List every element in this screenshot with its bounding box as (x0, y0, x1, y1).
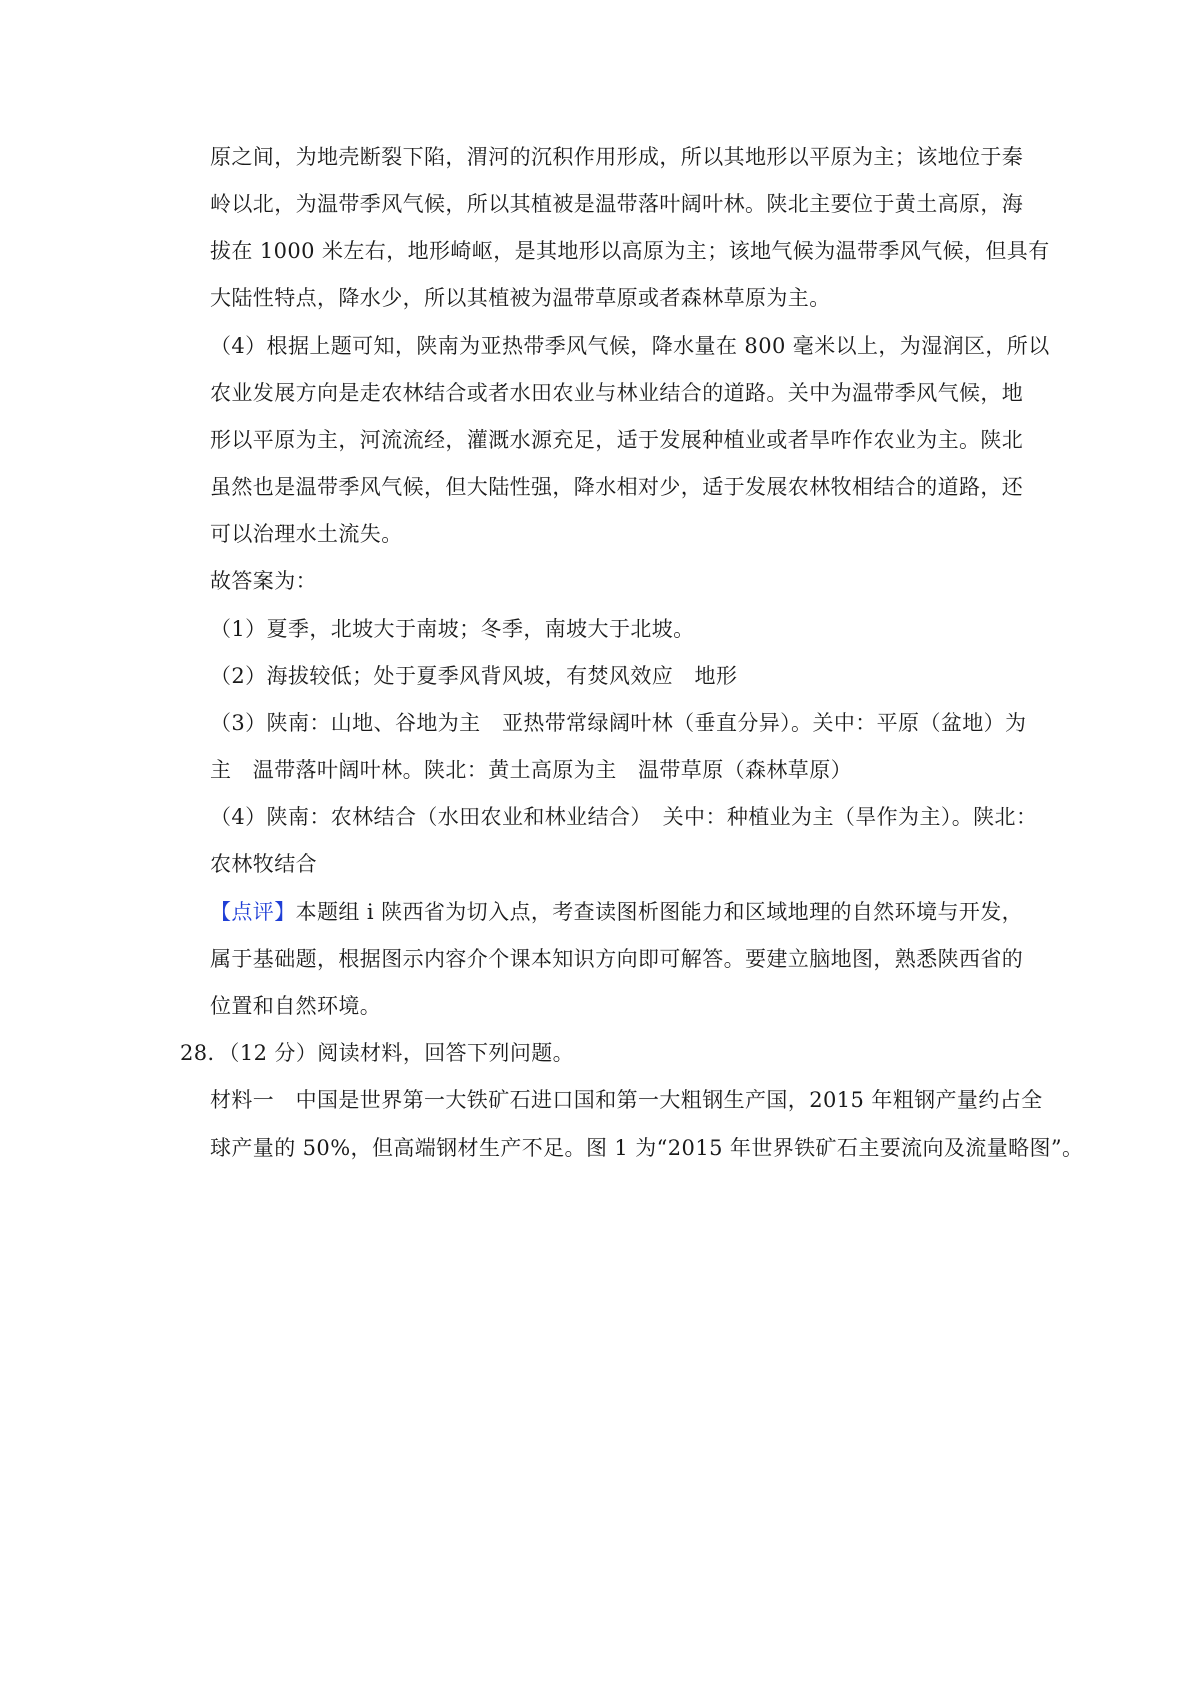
comment-line: 位置和自然环境。 (210, 994, 382, 1018)
answer-line: 主 温带落叶阔叶林。陕北：黄土高原为主 温带草原（森林草原） (210, 758, 852, 782)
answer-line: （4）陕南：农林结合（水田农业和林业结合） 关中：种植业为主（旱作为主）。陕北： (210, 805, 1038, 829)
answer-line: （2）海拔较低；处于夏季风背风坡，有焚风效应 地形 (210, 664, 738, 688)
comment-line: 属于基础题，根据图示内容介个课本知识方向即可解答。要建立脑地图，熟悉陕西省的 (210, 947, 1024, 971)
question-28-header: 28．（12 分）阅读材料，回答下列问题。 (180, 1041, 575, 1065)
text-line: 农业发展方向是走农林结合或者水田农业与林业结合的道路。关中为温带季风气候，地 (210, 381, 1024, 405)
material-line: 材料一 中国是世界第一大铁矿石进口国和第一大粗钢生产国，2015 年粗钢产量约占全 (210, 1088, 1043, 1112)
answer-line: （3）陕南：山地、谷地为主 亚热带常绿阔叶林（垂直分异）。关中：平原（盆地）为 (210, 711, 1027, 735)
text-line: （4）根据上题可知，陕南为亚热带季风气候，降水量在 800 毫米以上，为湿润区，所以 (210, 334, 1050, 358)
text-line: 可以治理水土流失。 (210, 522, 403, 546)
text-line: 虽然也是温带季风气候，但大陆性强，降水相对少，适于发展农林牧相结合的道路，还 (210, 475, 1024, 499)
answer-line: 农林牧结合 (210, 852, 317, 876)
comment-text: 本题组 i 陕西省为切入点，考查读图析图能力和区域地理的自然环境与开发， (295, 900, 1024, 924)
comment-line (210, 897, 1023, 927)
text-line: 大陆性特点，降水少，所以其植被为温带草原或者森林草原为主。 (210, 286, 831, 310)
answer-line: （1）夏季，北坡大于南坡；冬季，南坡大于北坡。 (210, 617, 695, 641)
text-line: 拔在 1000 米左右，地形崎岖，是其地形以高原为主；该地气候为温带季风气候，但具有 (210, 239, 1050, 263)
text-line: 岭以北，为温带季风气候，所以其植被是温带落叶阔叶林。陕北主要位于黄土高原，海 (210, 192, 1024, 216)
text-line: 形以平原为主，河流流经，灌溉水源充足，适于发展种植业或者旱咋作农业为主。陕北 (210, 428, 1024, 452)
answer-intro: 故答案为： (210, 569, 317, 593)
text-line: 原之间，为地壳断裂下陷，渭河的沉积作用形成，所以其地形以平原为主；该地位于秦 (210, 145, 1024, 169)
material-line: 球产量的 50%，但高端钢材生产不足。图 1 为“2015 年世界铁矿石主要流向及流量略图”。 (210, 1136, 1084, 1160)
comment-tag: 【点评】 (210, 900, 296, 924)
